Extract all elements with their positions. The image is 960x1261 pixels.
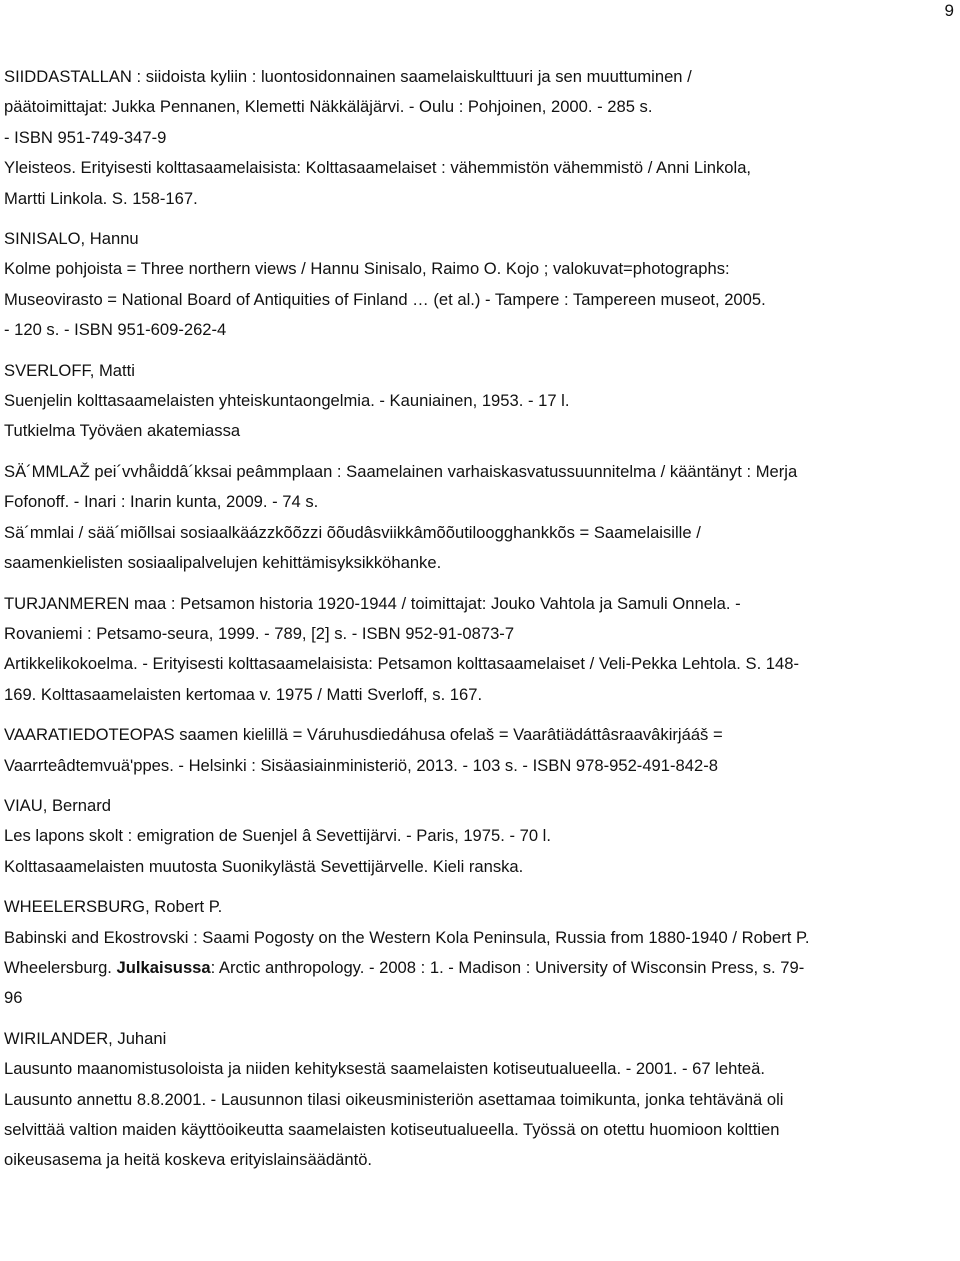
bibliography-entry xyxy=(4,589,956,711)
entry-line: 169. Kolttasaamelaisten kertomaa v. 1975 / Matti Sverloff, s. 167. xyxy=(4,684,483,704)
entry-line: Suenjelin kolttasaamelaisten yhteiskuntaongelmia. - Kauniainen, 1953. - 17 l. xyxy=(4,391,570,411)
entry-line: VAARATIEDOTEOPAS saamen kielillä = Váruhusdiedáhusa ofelaš = Vaarâtiädáttâsraavâkirjááš = xyxy=(4,725,723,745)
entry-line: - 120 s. - ISBN 951-609-262-4 xyxy=(4,320,227,340)
entry-line: Tutkielma Työväen akatemiassa xyxy=(4,421,241,441)
entry-line: Museovirasto = National Board of Antiquities of Finland … (et al.) - Tampere : Tampereen museot, 2005. xyxy=(4,289,766,309)
bibliography-entry xyxy=(4,224,956,346)
entry-line: oikeusasema ja heitä koskeva erityislainsäädäntö. xyxy=(4,1150,373,1170)
bibliography-entry xyxy=(4,720,956,781)
entry-author: SINISALO, Hannu xyxy=(4,229,139,249)
entry-line: saamenkielisten sosiaalipalvelujen kehittämisyksikköhanke. xyxy=(4,553,442,573)
entry-author: WHEELERSBURG, Robert P. xyxy=(4,897,223,917)
bibliography-entry xyxy=(4,356,956,447)
entry-line: TURJANMEREN maa : Petsamon historia 1920-1944 / toimittajat: Jouko Vahtola ja Samuli Onnela. - xyxy=(4,593,741,613)
entry-text: : Arctic anthropology. - 2008 : 1. - Madison : University of Wisconsin Press, s. 79- xyxy=(210,957,805,977)
entry-line: Artikkelikokoelma. - Erityisesti kolttasaamelaisista: Petsamon kolttasaamelaiset / Veli-Pekka Lehtola. S. 148- xyxy=(4,654,800,674)
bold-label: Julkaisussa xyxy=(116,957,211,977)
entry-line: Fofonoff. - Inari : Inarin kunta, 2009. - 74 s. xyxy=(4,492,319,512)
bibliography-entry xyxy=(4,62,956,214)
entry-line: SIIDDASTALLAN : siidoista kyliin : luontosidonnainen saamelaiskulttuuri ja sen muuttuminen / xyxy=(4,67,692,86)
entry-line: Lausunto annettu 8.8.2001. - Lausunnon tilasi oikeusministeriön asettamaa toimikunta, jonka tehtävänä oli xyxy=(4,1089,784,1109)
entry-author: WIRILANDER, Juhani xyxy=(4,1028,167,1048)
entry-line: Les lapons skolt : emigration de Suenjel â Sevettijärvi. - Paris, 1975. - 70 l. xyxy=(4,826,551,846)
entry-line: Sä´mmlai / sää´miõllsai sosiaalkäázzkõõzzi õõudâsviikkâmõõutiloogghankkõs = Saamelaisille / xyxy=(4,522,701,542)
bibliography-entry xyxy=(4,892,956,1014)
entry-author: SVERLOFF, Matti xyxy=(4,360,135,380)
entry-text: Wheelersburg. xyxy=(4,957,117,977)
bibliography-entry xyxy=(4,1024,956,1176)
bibliography-entry xyxy=(4,457,956,579)
entry-line: 96 xyxy=(4,988,23,1008)
entry-line: Martti Linkola. S. 158-167. xyxy=(4,188,198,208)
bibliography-list xyxy=(4,62,956,1186)
entry-line: Yleisteos. Erityisesti kolttasaamelaisista: Kolttasaamelaiset : vähemmistön vähemmistö / Anni Linkola, xyxy=(4,158,752,178)
entry-line: Vaarrteâdtemvuä'ppes. - Helsinki : Sisäasiainministeriö, 2013. - 103 s. - ISBN 978-952-491-842-8 xyxy=(4,755,718,775)
bibliography-entry xyxy=(4,791,956,882)
entry-line: Lausunto maanomistusoloista ja niiden kehityksestä saamelaisten kotiseutualueella. - 2001. - 67 lehteä. xyxy=(4,1059,766,1079)
entry-author: VIAU, Bernard xyxy=(4,795,111,815)
entry-line: päätoimittajat: Jukka Pennanen, Klemetti Näkkäläjärvi. - Oulu : Pohjoinen, 2000. - 285 s. xyxy=(4,97,653,117)
entry-line: Rovaniemi : Petsamo-seura, 1999. - 789, [2] s. - ISBN 952-91-0873-7 xyxy=(4,623,515,643)
entry-line: Babinski and Ekostrovski : Saami Pogosty on the Western Kola Peninsula, Russia from 1880-1940 / Robert P. xyxy=(4,927,810,947)
entry-line: Kolttasaamelaisten muutosta Suonikylästä Sevettijärvelle. Kieli ranska. xyxy=(4,856,524,876)
entry-line: SÄ´MMLAŽ pei´vvhåiddâ´kksai peâmmplaan : Saamelainen varhaiskasvatussuunnitelma / kääntänyt : Merja xyxy=(4,461,798,481)
entry-line: Kolme pohjoista = Three northern views / Hannu Sinisalo, Raimo O. Kojo ; valokuvat=photographs: xyxy=(4,259,730,279)
entry-line-mixed xyxy=(4,953,956,983)
entry-line: selvittää valtion maiden käyttöoikeutta saamelaisten kotiseutualueella. Työssä on otettu huomioon kolttien xyxy=(4,1120,780,1139)
page-number: 9 xyxy=(944,1,954,20)
entry-line: - ISBN 951-749-347-9 xyxy=(4,127,167,147)
